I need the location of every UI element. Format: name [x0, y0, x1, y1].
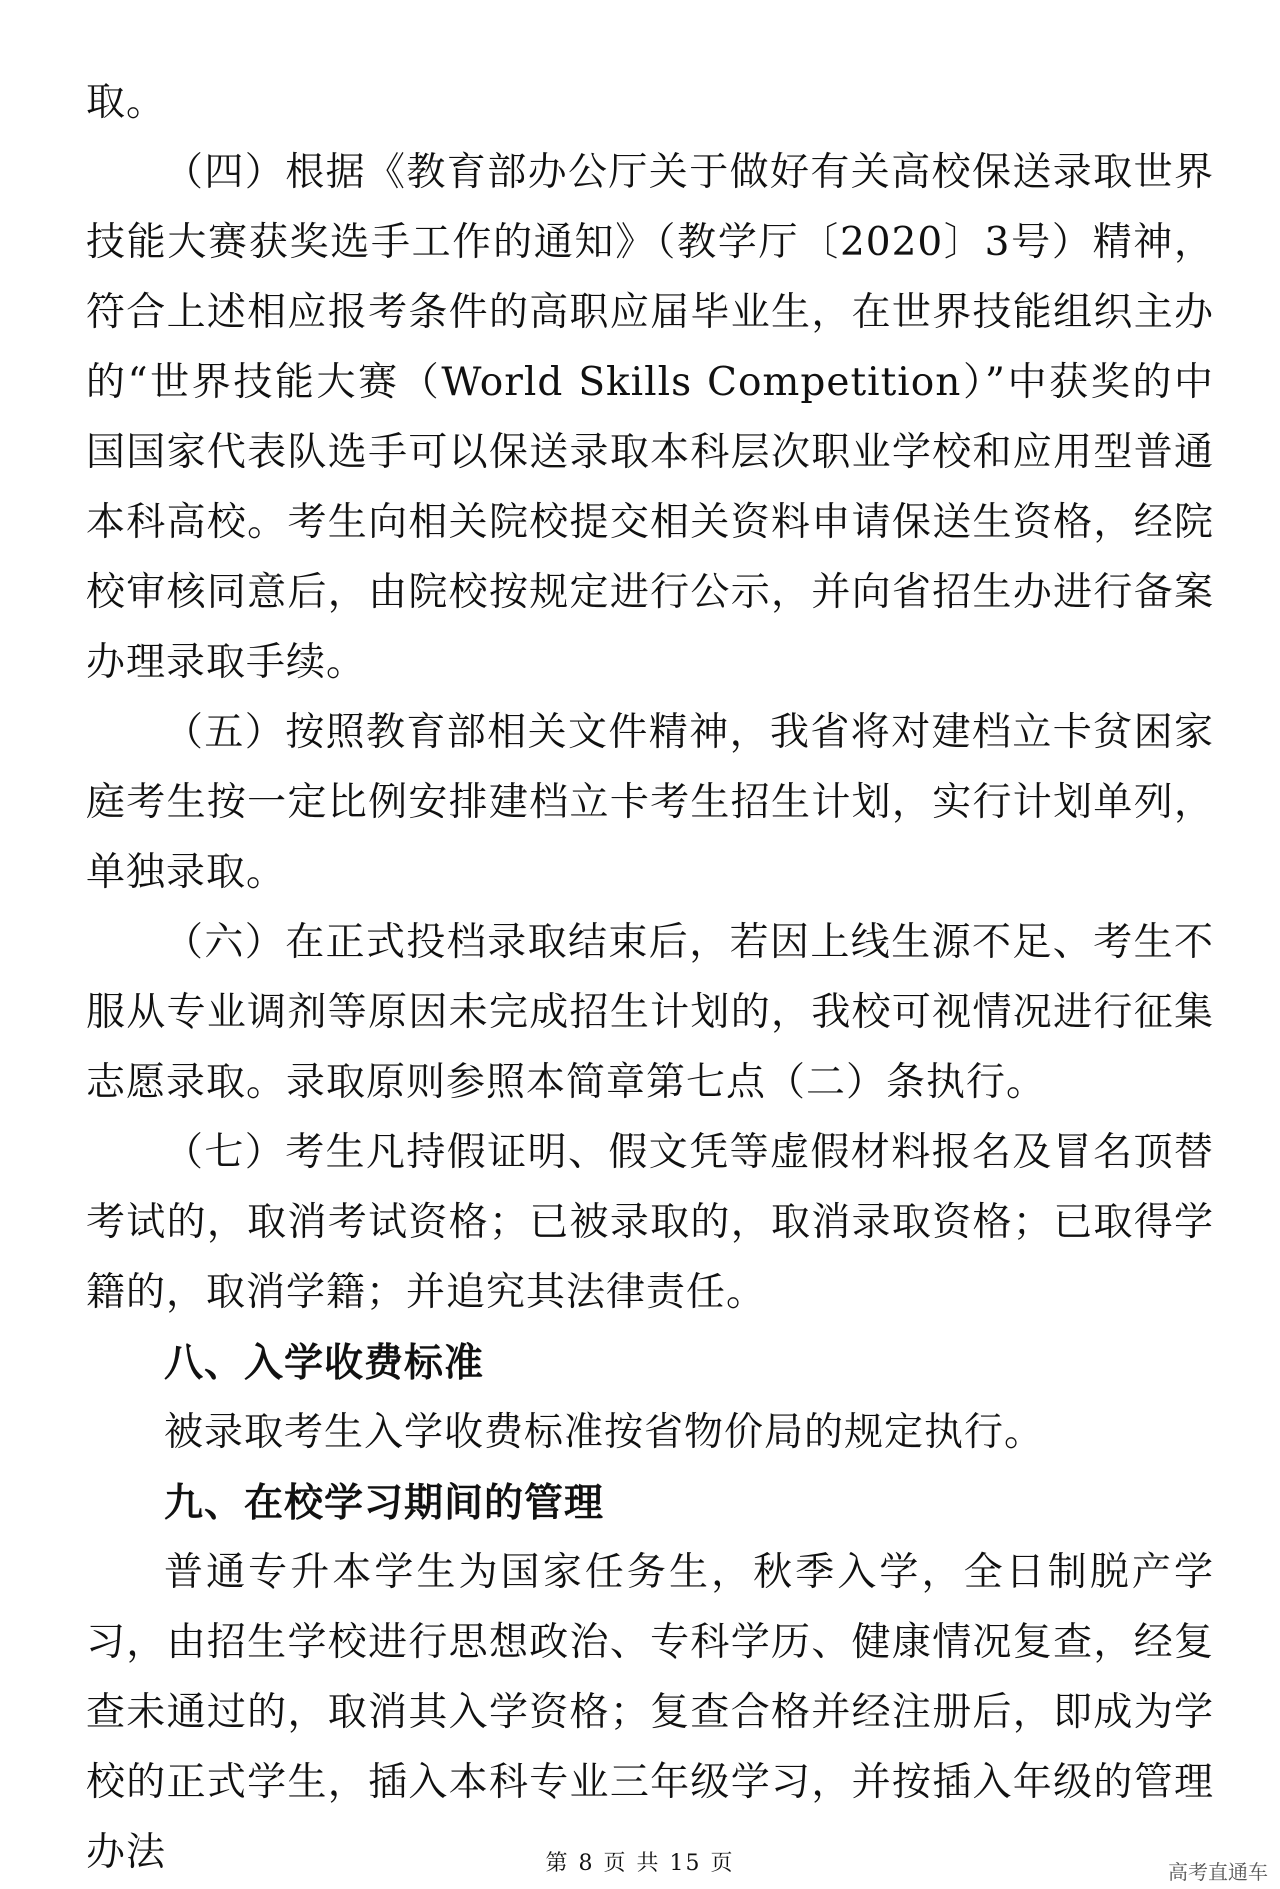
paragraph-item-5: （五）按照教育部相关文件精神，我省将对建档立卡贫困家庭考生按一定比例安排建档立卡考生招生计划，实行计划单列，单独录取。 — [86, 710, 1214, 895]
paragraph-item-7: （七）考生凡持假证明、假文凭等虚假材料报名及冒名顶替考试的，取消考试资格；已被录取的，取消录取资格；已取得学籍的，取消学籍；并追究其法律责任。 — [86, 1130, 1214, 1315]
paragraph-section-8: 被录取考生入学收费标准按省物价局的规定执行。 — [164, 1410, 1045, 1455]
watermark: 高考直通车 — [1168, 1860, 1268, 1884]
page-number: 第 8 页 共 15 页 — [545, 1851, 735, 1876]
section-heading-8: 八、入学收费标准 — [164, 1340, 485, 1386]
paragraph-continuation: 取。 — [86, 80, 167, 125]
paragraph-item-6: （六）在正式投档录取结束后，若因上线生源不足、考生不服从专业调剂等原因未完成招生计划的，我校可视情况进行征集志愿录取。录取原则参照本简章第七点（二）条执行。 — [86, 920, 1214, 1105]
document-body — [86, 68, 1214, 1888]
paragraph-section-9: 普通专升本学生为国家任务生，秋季入学，全日制脱产学习，由招生学校进行思想政治、专科学历、健康情况复查，经复查未通过的，取消其入学资格；复查合格并经注册后，即成为学校的正式学生，插入本科专业三年级学习，并按插入年级的管理办法 — [86, 1550, 1214, 1875]
paragraph-item-4: （四）根据《教育部办公厅关于做好有关高校保送录取世界技能大赛获奖选手工作的通知》（教学厅〔2020〕3号）精神，符合上述相应报考条件的高职应届毕业生，在世界技能组织主办的“世界技能大赛（World Skills Competition）”中获奖的中国国家代表队选手可以保送录取本科层次职业学校和应用型普通本科高校。考生向相关院校提交相关资料申请保送生资格，经院校审核同意后，由院校按规定进行公示，并向省招生办进行备案办理录取手续。 — [86, 150, 1214, 685]
section-heading-9: 九、在校学习期间的管理 — [164, 1480, 605, 1526]
